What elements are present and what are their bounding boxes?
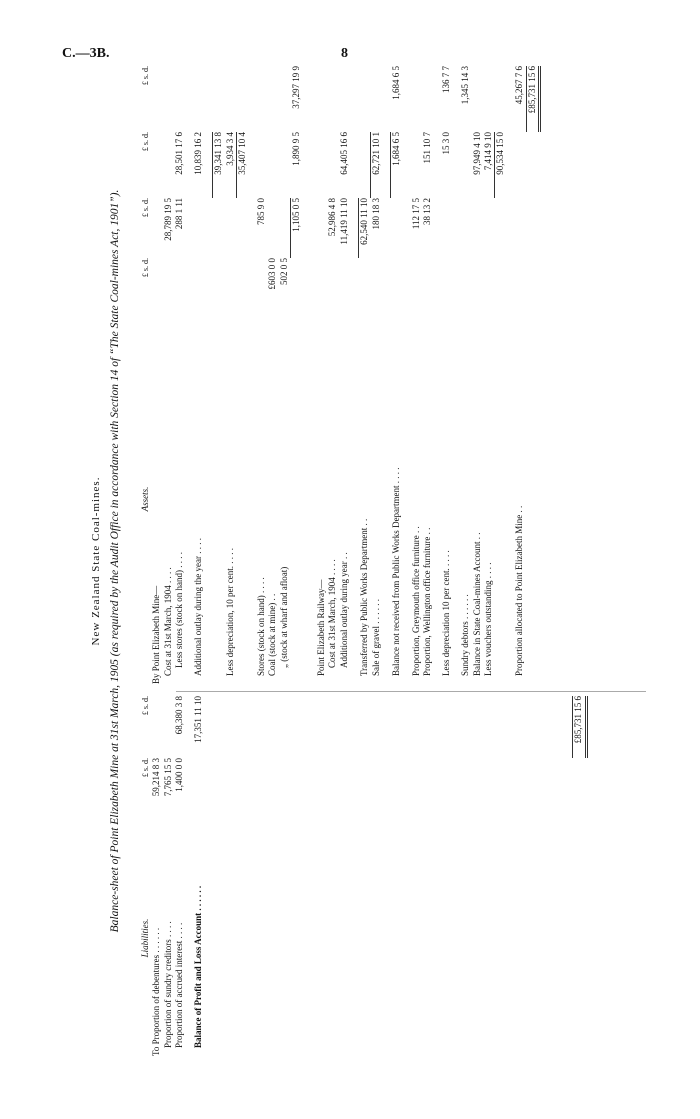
asset-amount: 35,407 10 4 xyxy=(236,132,248,198)
asset-amount: 3,934 3 4 xyxy=(224,132,235,166)
assets-section xyxy=(140,66,541,684)
asset-label: Less stores (stock on hand) . . . . xyxy=(173,552,184,668)
asset-row xyxy=(225,66,236,684)
asset-amount: 97,949 4 10 xyxy=(471,132,482,175)
asset-row xyxy=(193,66,204,684)
liability-label: Balance of Profit and Loss Account . . . . . . xyxy=(193,885,203,1048)
liabilities-section xyxy=(140,696,588,1056)
asset-row xyxy=(151,66,162,684)
asset-amount: 28,501 17 6 xyxy=(173,132,184,175)
currency-header: £ s. d. xyxy=(141,696,151,716)
asset-amount: 38 13 2 xyxy=(421,198,432,225)
asset-row xyxy=(441,66,452,684)
asset-label: Cost at 31st March, 1904 . . . . xyxy=(327,559,338,668)
balance-sheet xyxy=(90,66,650,1056)
asset-amount: 90,534 15 0 xyxy=(494,132,506,198)
asset-row xyxy=(460,66,471,684)
liability-amount: 7,765 15 5 xyxy=(162,758,173,797)
asset-row xyxy=(422,66,433,684)
asset-row xyxy=(411,66,422,684)
asset-row xyxy=(390,66,402,684)
asset-amount: 288 1 11 xyxy=(173,198,184,230)
asset-label: Less depreciation 10 per cent. . . . . xyxy=(441,550,451,676)
asset-row xyxy=(267,66,278,684)
asset-amount: 15 3 0 xyxy=(441,132,451,155)
asset-row xyxy=(212,66,224,684)
asset-amount: 1,890 9 5 xyxy=(290,132,301,166)
asset-label: „ (stock at wharf and afloat) xyxy=(278,566,289,668)
asset-row xyxy=(327,66,338,684)
asset-label: Less vouchers outstanding . . . . xyxy=(482,562,493,676)
asset-row xyxy=(370,66,382,684)
asset-label: Less depreciation, 10 per cent. . . . . xyxy=(224,548,235,676)
asset-label: Additional outlay during the year . . . . xyxy=(193,538,203,676)
asset-row xyxy=(236,66,248,684)
liabilities-heading: Liabilities. xyxy=(140,918,150,958)
asset-amount: £603 0 0 xyxy=(267,258,278,290)
currency-header: £ s. d. xyxy=(141,258,151,278)
asset-label: Additional outlay during year . . xyxy=(338,552,349,668)
asset-row xyxy=(358,66,370,684)
liabilities-total-row xyxy=(572,696,587,1056)
asset-amount: 64,405 16 6 xyxy=(338,132,349,175)
sheet-subtitle: Balance-sheet of Point Elizabeth Mine at 31st March, 1905 (as required by the Audit Office in accordance with Section 14 of “The State Coal-mines Act, 1901”). xyxy=(109,189,121,933)
asset-amount: 112 17 5 xyxy=(410,198,421,230)
currency-header: £ s. d. xyxy=(141,198,151,218)
asset-amount: 45,267 7 6 xyxy=(514,66,525,105)
liability-label: To Proportion of debentures . . . . . . xyxy=(151,927,162,1056)
asset-amount: 7,414 9 10 xyxy=(482,132,493,171)
balance-columns xyxy=(140,66,640,1056)
asset-row xyxy=(339,66,350,684)
asset-amount: 28,789 19 5 xyxy=(162,198,173,241)
asset-amount: 1,684 6 5 xyxy=(391,66,402,100)
sheet-title: New Zealand State Coal-mines. xyxy=(90,476,102,646)
asset-label: Stores (stock on hand) . . . . xyxy=(256,577,266,676)
asset-label: Point Elizabeth Railway— xyxy=(316,579,326,676)
liability-row xyxy=(163,696,174,1056)
asset-row xyxy=(472,66,483,684)
asset-amount: 502 0 5 xyxy=(278,258,289,285)
currency-header: £ s. d. xyxy=(141,132,151,152)
asset-row xyxy=(174,66,185,684)
asset-label: Proportion allocated to Point Elizabeth Mine . . xyxy=(514,505,525,676)
asset-label: Sale of gravel . . . . . . xyxy=(371,599,381,676)
liability-row xyxy=(193,696,204,1056)
asset-amount: 62,721 10 1 xyxy=(370,132,382,198)
asset-label: Sundry debtors . . . . . . xyxy=(460,594,471,676)
asset-label: Proportion, Greymouth office furniture . . xyxy=(410,526,421,676)
asset-row xyxy=(494,66,506,684)
liability-total: 17,351 11 10 xyxy=(193,696,203,743)
asset-row xyxy=(163,66,174,684)
asset-amount: 62,540 11 10 xyxy=(358,198,370,258)
currency-header: £ s. d. xyxy=(141,66,151,86)
asset-label: By Point Elizabeth Mine— xyxy=(151,585,162,684)
asset-row xyxy=(514,66,525,684)
asset-row xyxy=(290,66,302,684)
asset-amount: 785 9 0 xyxy=(256,198,266,225)
asset-amount: 52,986 4 8 xyxy=(327,198,338,237)
asset-amount: 39,341 13 8 xyxy=(212,132,224,198)
page-number: 8 xyxy=(341,46,348,61)
asset-amount: 10,839 16 2 xyxy=(193,132,203,175)
liabilities-total: £85,731 15 6 xyxy=(572,696,587,758)
asset-amount: 180 18 3 xyxy=(371,198,381,230)
asset-label: Balance in State Coal-mines Account . . xyxy=(471,532,482,676)
assets-total-row xyxy=(526,66,541,684)
liability-row xyxy=(151,696,162,1056)
report-reference: C.—3B. xyxy=(62,46,110,61)
liability-row xyxy=(174,696,185,1056)
column-divider xyxy=(176,691,646,692)
liability-label: Proportion of accrued interest . . . . xyxy=(173,922,184,1048)
asset-amount: 1,105 0 5 xyxy=(290,198,302,258)
asset-amount: 1,345 14 3 xyxy=(460,66,471,105)
liability-amount: 59,214 8 3 xyxy=(151,758,162,797)
asset-label: Cost at 31st March, 1904 . . . . xyxy=(162,567,173,676)
asset-row xyxy=(316,66,327,684)
asset-label: Transferred by Public Works Department . . xyxy=(358,518,369,676)
asset-label: Balance not received from Public Works Department . . . . xyxy=(391,467,402,676)
asset-row xyxy=(483,66,494,684)
liability-label: Proportion of sundry creditors . . . . xyxy=(162,921,173,1048)
asset-label: Coal (stock at mine) . . xyxy=(267,593,278,676)
assets-total: £85,731 15 6 xyxy=(526,66,541,132)
liability-amount: 1,400 0 0 xyxy=(173,758,184,792)
asset-amount: 1,684 6 5 xyxy=(390,132,402,198)
asset-amount: 11,419 11 10 xyxy=(338,198,349,245)
asset-row xyxy=(279,66,290,684)
assets-heading: Assets. xyxy=(140,486,150,512)
asset-amount: 136 7 7 xyxy=(441,66,451,93)
asset-row xyxy=(256,66,267,684)
asset-amount: 151 10 7 xyxy=(421,132,432,164)
currency-header: £ s. d. xyxy=(141,758,151,778)
liability-total: 68,380 3 8 xyxy=(173,696,184,735)
asset-amount: 37,297 19 9 xyxy=(290,66,301,109)
asset-label: Proportion, Wellington office furniture . . xyxy=(421,527,432,676)
